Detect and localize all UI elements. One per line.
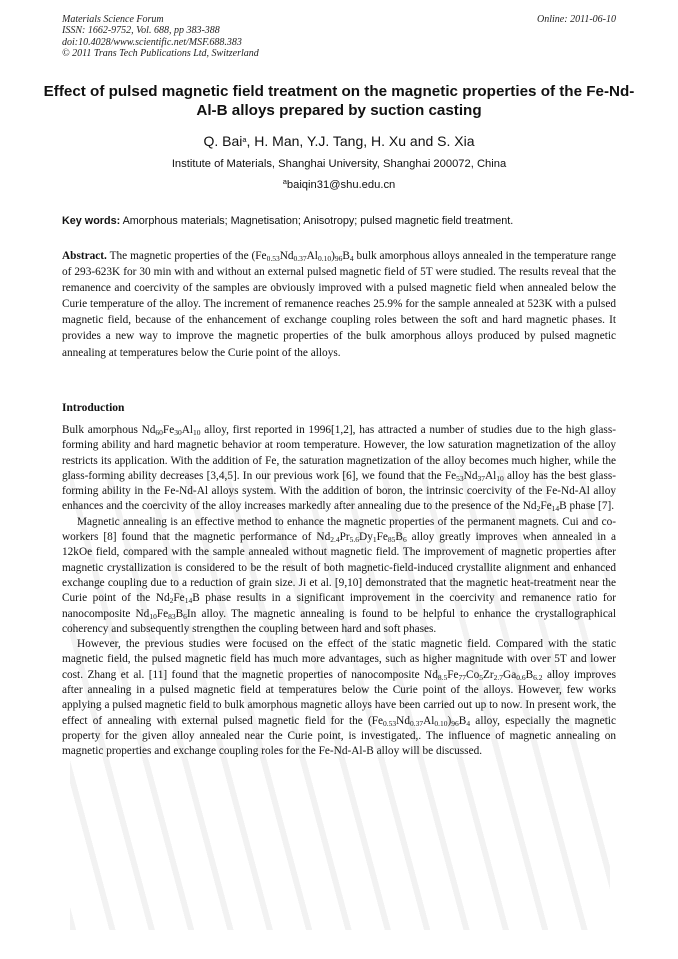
keywords	[62, 215, 618, 227]
other-authors: , H. Man, Y.J. Tang, H. Xu and S. Xia	[246, 133, 475, 149]
subscript: 4	[349, 254, 354, 263]
text-run: alloy greatly improves when annealed in a 12kOe field, compared with the sample annealed without magnetic field. The improvement of magnetic properties after magnetic crystallization is considered to be the result of both magnetic-field-induced crystallite alignment and enhanced exchange coupling due to a reduction of grain size. Ji et al. [9,10] demonstrated that the magnetic heat-treatment near the Curie point of the Nd	[62, 531, 616, 605]
abstract-text: )	[331, 250, 335, 262]
email-sup: a	[282, 177, 287, 186]
abstract-label: Abstract.	[62, 250, 107, 262]
abstract-text: Al	[306, 250, 318, 262]
subscript: 37	[477, 473, 485, 483]
keywords-label: Key words:	[62, 215, 121, 227]
subscript: 0.53	[266, 254, 280, 263]
issn-line: ISSN: 1662-9752, Vol. 688, pp 383-388	[62, 25, 220, 37]
text-run: B	[458, 714, 467, 727]
text-run: Bulk amorphous Nd	[62, 424, 156, 436]
journal-header	[62, 14, 259, 60]
subscript: 85	[387, 535, 396, 545]
subscript: 8.5	[437, 672, 448, 682]
text-run: Al	[423, 714, 435, 727]
first-author: Q. Bai	[203, 133, 243, 149]
abstract-text: B	[342, 250, 350, 262]
text-run: alloy improves after annealing in a pulsed magnetic field at temperatures below the Curie point of the alloys. However, few works applying a pulsed magnetic field to bulk amorphous magnetic alloys have been carried out up to now. In present work, the effect of annealing with external pulsed magnetic field for the (Fe	[62, 668, 617, 727]
journal-name: Materials Science Forum	[62, 14, 164, 25]
subscript: 14	[551, 504, 560, 514]
introduction-body	[62, 423, 616, 760]
subscript: 96	[451, 718, 459, 728]
text-run: B	[395, 531, 403, 544]
subscript: 6	[402, 535, 407, 545]
paragraph-1	[62, 423, 616, 515]
subscript: 10	[149, 611, 157, 621]
subscript: 0.53	[383, 718, 397, 728]
text-run: B phase [7].	[559, 500, 615, 513]
subscript: 53	[456, 473, 464, 483]
subscript: 5.6	[349, 535, 360, 545]
text-run: Magnetic annealing is an effective method to enhance the magnetic properties of the permanent magnets. Cui and co-workers [8] found that the magnetic performance of Nd	[62, 515, 616, 544]
text-run: Fe	[447, 668, 459, 681]
text-run: B	[175, 607, 184, 620]
subscript: 0.10	[434, 718, 448, 728]
subscript: 4	[466, 718, 471, 728]
subscript: 10	[193, 428, 201, 437]
text-run: In alloy. The magnetic annealing is found to be helpful to enhance the crystallographical coherency and subsequently strengthen the coupling between hard and soft phases.	[62, 607, 616, 635]
copyright-line: © 2011 Trans Tech Publications Ltd, Switzerland	[62, 48, 259, 60]
subscript: 2.4	[330, 535, 340, 545]
paragraph-2	[62, 515, 616, 637]
online-date: Online: 2011-06-10	[537, 14, 616, 25]
section-heading-introduction: Introduction	[62, 402, 125, 414]
text-run: alloy, especially the magnetic property for the given alloy annealed near the Curie point, is investigated,. The influence of magnetic annealing on magnetic properties and exchange coupling roles for the Fe-Nd-Al-B alloy will be discussed.	[62, 714, 616, 758]
subscript: 2.7	[493, 672, 504, 682]
subscript: 6	[183, 611, 187, 621]
subscript: 60	[155, 428, 163, 437]
abstract-text: Nd	[279, 250, 294, 262]
subscript: 96	[334, 254, 343, 263]
subscript: 83	[168, 611, 176, 621]
affiliation: Institute of Materials, Shanghai University, Shanghai 200072, China	[171, 158, 507, 170]
author-list	[0, 133, 678, 149]
author-sup: a	[242, 135, 247, 144]
text-run: Nd	[463, 469, 478, 482]
paragraph-3	[62, 637, 616, 759]
text-run: Fe	[156, 607, 169, 620]
subscript: 10	[496, 473, 504, 483]
text-run: Fe	[376, 531, 388, 544]
abstract-text: The magnetic properties of the (Fe	[106, 250, 267, 262]
text-run: Fe	[162, 424, 175, 436]
paper-title: Effect of pulsed magnetic field treatment on the magnetic properties of the Fe-Nd-Al-B alloys prepared by suction casting	[43, 83, 635, 119]
subscript: 0.6	[516, 672, 526, 682]
text-run: Co	[466, 668, 480, 681]
text-run: Zr	[482, 668, 494, 681]
text-run: Ga	[503, 668, 517, 681]
abstract-text: bulk amorphous alloys annealed in the temperature range of 293-623K for 30 min with and without an external pulsed magnetic field of 5T were studied. The results reveal that the remanence and coercivity of the samples are obviously improved with a pulsed magnetic field when annealed below the Curie temperature of the alloy. The increment of remanence reaches 25.9% for the sample annealed at 523K with a pulsed magnetic field, because of the enhancement of exchange coupling roles between the soft and hard magnetic phases. It provides a new way to improve the magnetic properties of the bulk amorphous alloys produced by pulsed magnetic annealing at temperatures below the Curie point of the alloys.	[62, 250, 616, 359]
subscript: 5	[479, 672, 483, 682]
text-run: Fe	[540, 500, 552, 513]
email-address[interactable]: baiqin31@shu.edu.cn	[286, 179, 396, 191]
subscript: 77	[458, 672, 467, 682]
text-run: alloy, first reported in 1996[1,2], has attracted a number of studies due to the high glass-forming ability and hard magnetic behavior at room temperature. However, the low saturation magnetization of the alloy restricts its application. With the addition of Fe, the saturation magnetization of the alloy becomes much higher, while the glass-forming ability decreases [3,4,5]. In our previous work [6], we found that the Fe	[62, 424, 616, 482]
subscript: 14	[184, 596, 193, 606]
text-run: )	[447, 714, 452, 727]
text-run: alloy has the best glass-forming ability in the Fe-Nd-Al alloys system. With the addition of boron, the intrinsic coercivity of the Fe-Nd-Al alloy enhances and the coercivity of the alloy increases markedly after annealing due to the presence of the Nd	[62, 469, 617, 513]
text-run: Nd	[396, 714, 410, 727]
subscript: 6.2	[533, 672, 543, 682]
doi-line: doi:10.4028/www.scientific.net/MSF.688.383	[62, 36, 242, 48]
keywords-text: Amorphous materials; Magnetisation; Anisotropy; pulsed magnetic field treatment.	[120, 215, 514, 227]
subscript: 0.37	[409, 718, 424, 728]
email-line	[0, 179, 678, 191]
text-run: B phase results in a significant improvement in the coercivity and remanence ratio for nanocomposite Nd	[62, 592, 616, 620]
text-run: Fe	[173, 592, 185, 605]
abstract	[62, 248, 616, 361]
subscript: 1	[372, 535, 377, 545]
text-run: B	[525, 668, 534, 681]
subscript: 0.10	[317, 254, 332, 263]
subscript: 30	[174, 428, 182, 437]
text-run: Al	[484, 469, 497, 482]
subscript: 0.37	[293, 254, 307, 263]
text-run: However, the previous studies were focused on the effect of the static magnetic field. Compared with the static magnetic field, the pulsed magnetic field has much more advantages, such as higher magnitude with over 5T and lower cost. Zhang et al. [11] found that the magnetic properties of nanocomposite Nd	[62, 638, 616, 681]
text-run: Pr	[339, 531, 350, 544]
subscript: 2	[536, 504, 541, 514]
subscript: 2	[169, 596, 174, 606]
text-run: Dy	[359, 531, 373, 544]
text-run: Al	[181, 424, 194, 436]
